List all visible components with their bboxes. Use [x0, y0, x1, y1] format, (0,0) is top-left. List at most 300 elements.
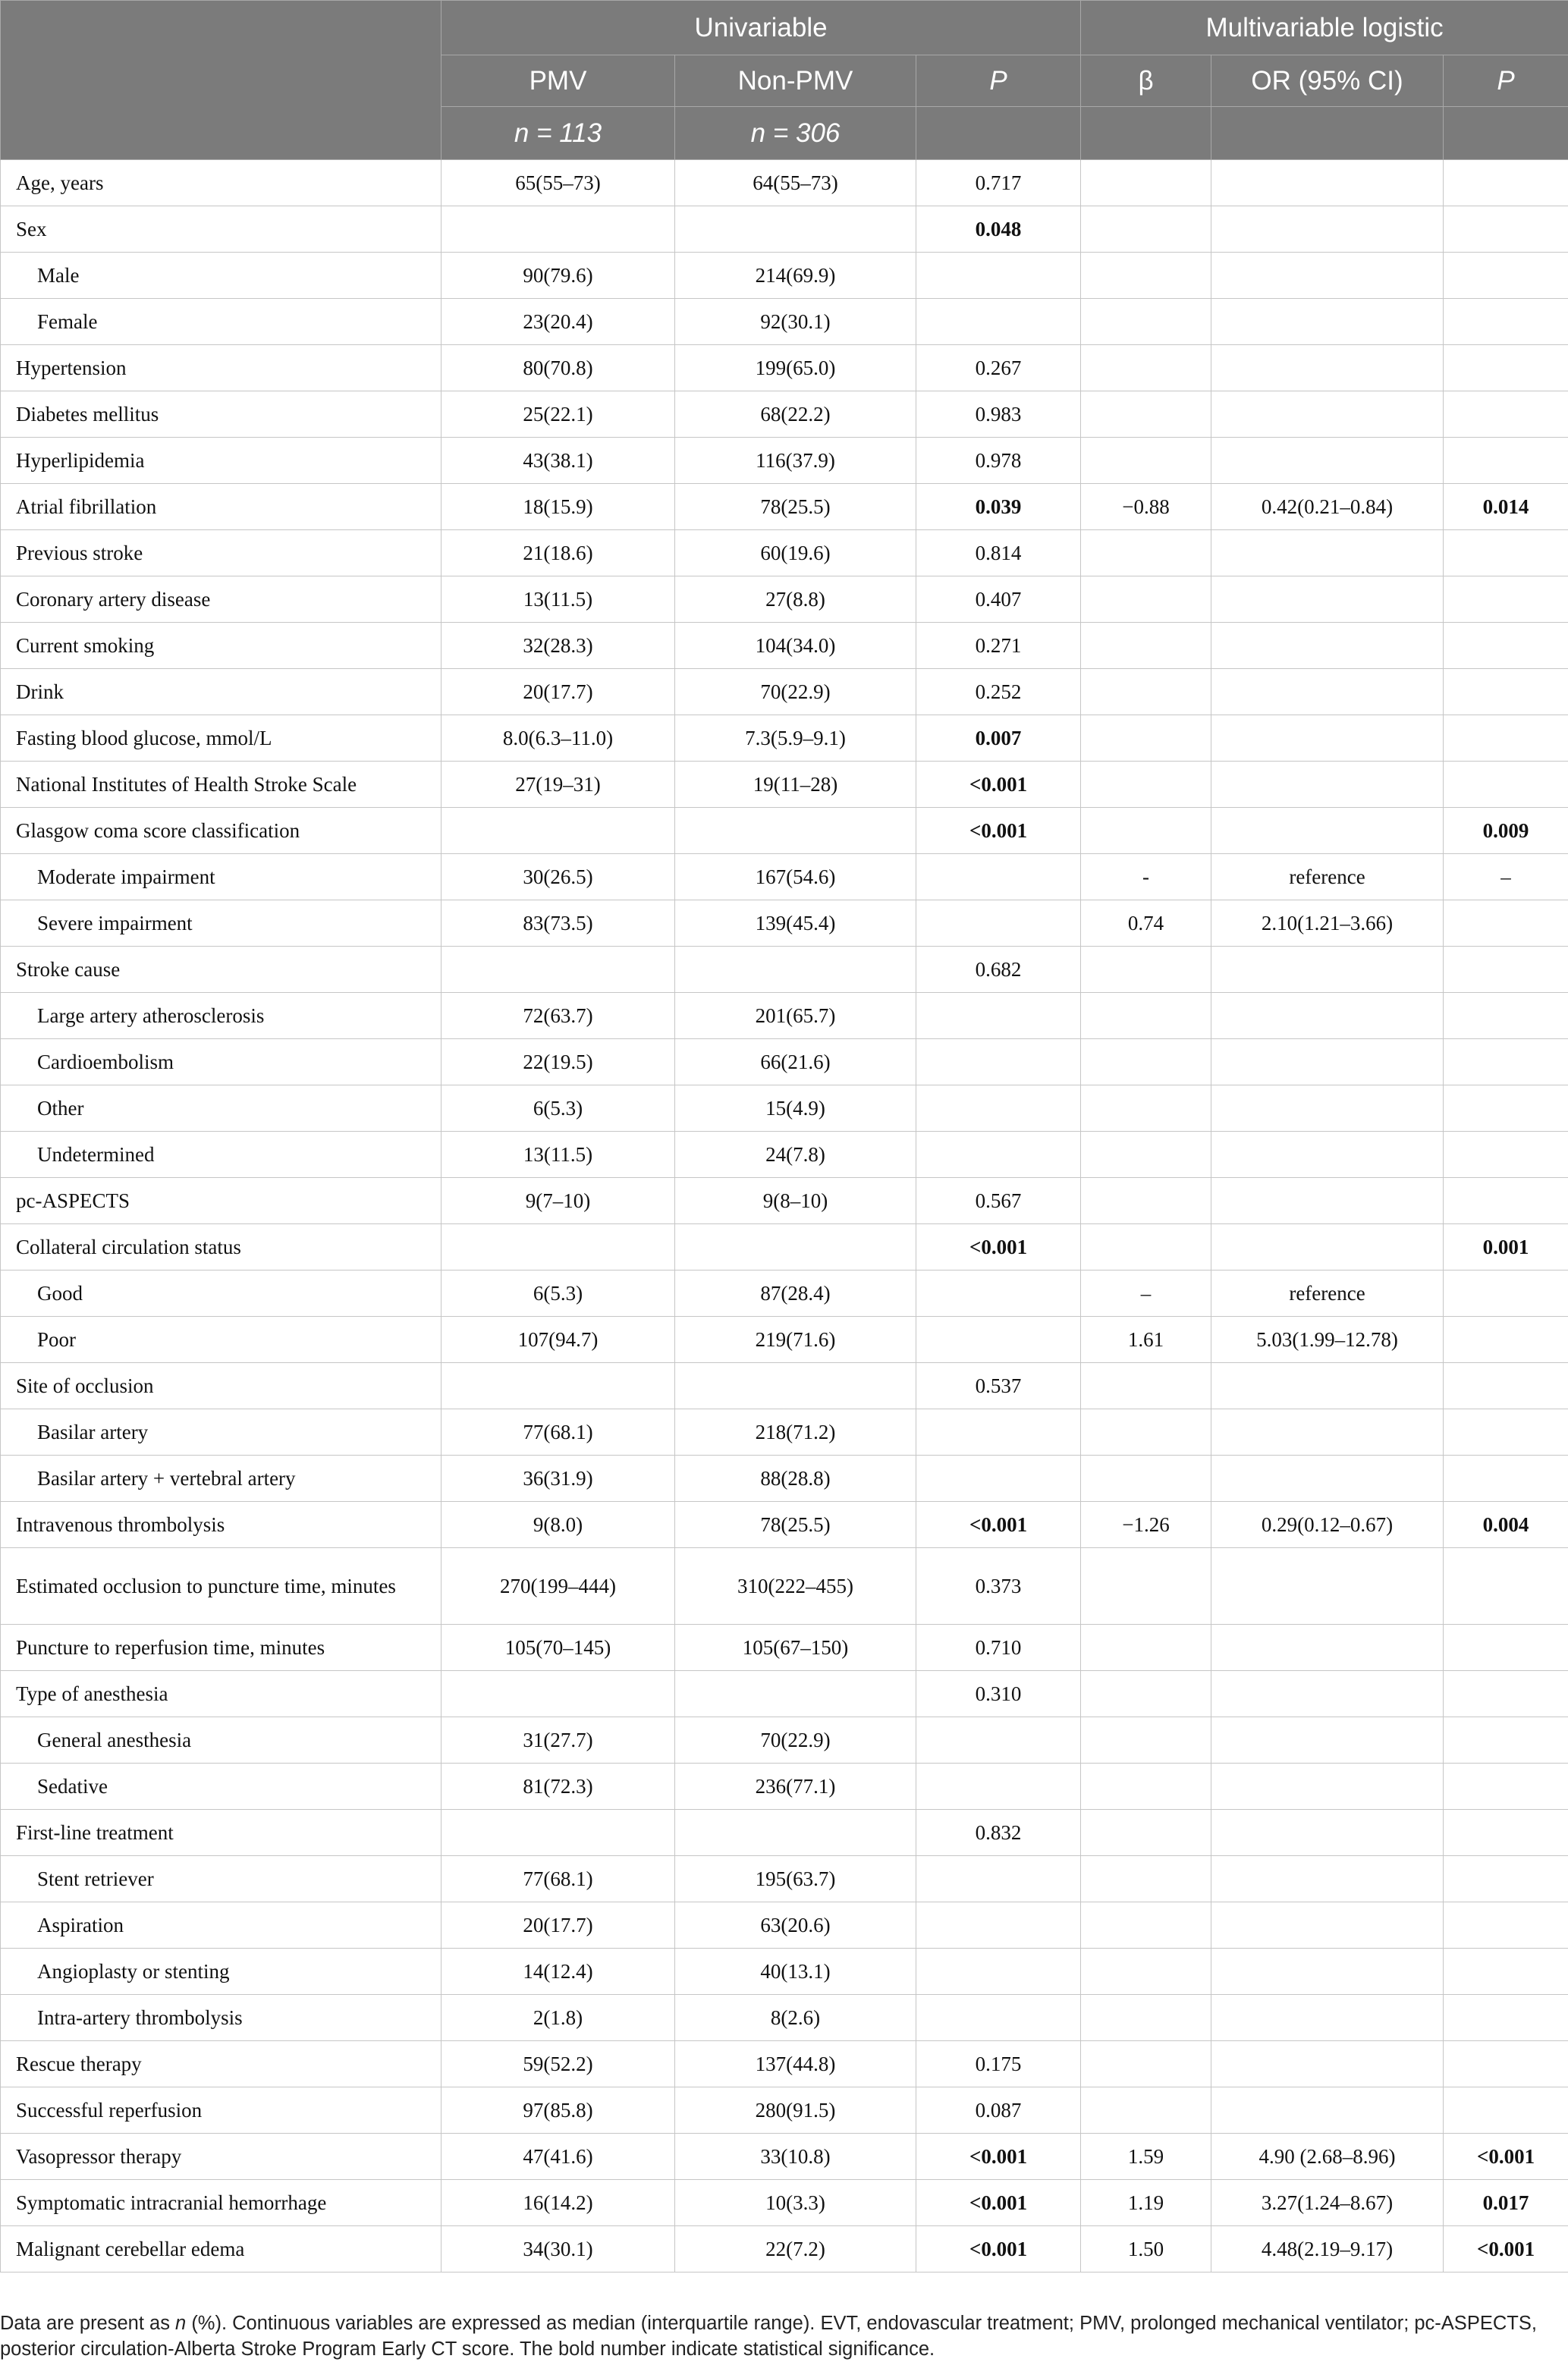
- header-blank: [1444, 107, 1568, 160]
- table-row: [1, 1625, 1568, 1671]
- cell-pmv: 80(70.8): [441, 345, 675, 391]
- table-row: [1, 1810, 1568, 1856]
- table-footnote: [0, 2310, 1555, 2362]
- cell-p: 0.048: [916, 206, 1081, 253]
- cell-p-multivariable: [1444, 1178, 1568, 1224]
- cell-or-ci: [1211, 299, 1444, 345]
- row-label: Male: [1, 253, 441, 299]
- header-beta: β: [1081, 55, 1211, 107]
- cell-beta: [1081, 1810, 1211, 1856]
- cell-beta: [1081, 808, 1211, 854]
- table-row: [1, 808, 1568, 854]
- cell-pmv: [441, 206, 675, 253]
- row-label: Hyperlipidemia: [1, 438, 441, 484]
- cell-p-multivariable: [1444, 530, 1568, 576]
- cell-non-pmv: 88(28.8): [675, 1456, 916, 1502]
- cell-non-pmv: 218(71.2): [675, 1409, 916, 1456]
- row-label: Age, years: [1, 160, 441, 206]
- cell-pmv: 8.0(6.3–11.0): [441, 715, 675, 762]
- table-row: [1, 1271, 1568, 1317]
- cell-p: [916, 253, 1081, 299]
- cell-pmv: 32(28.3): [441, 623, 675, 669]
- table-row: [1, 1502, 1568, 1548]
- cell-pmv: 6(5.3): [441, 1085, 675, 1132]
- cell-non-pmv: 199(65.0): [675, 345, 916, 391]
- cell-non-pmv: [675, 1810, 916, 1856]
- cell-p: 0.832: [916, 1810, 1081, 1856]
- footnote-part2: (%). Continuous variables are expressed as median (interquartile range). EVT, endovascular treatment; PMV, prolonged mechanical ventilator; pc-ASPECTS, posterior circulation-Alberta Stroke Program Early CT score. The bold number indicate statistical significance.: [0, 2313, 1537, 2360]
- cell-beta: [1081, 1902, 1211, 1949]
- table-row: [1, 1085, 1568, 1132]
- footnote-part1: Data are present as: [0, 2313, 175, 2334]
- table-row: [1, 2180, 1568, 2226]
- row-label: Stent retriever: [1, 1856, 441, 1902]
- row-label: Intravenous thrombolysis: [1, 1502, 441, 1548]
- cell-p: <0.001: [916, 762, 1081, 808]
- cell-p: [916, 1949, 1081, 1995]
- row-label: Other: [1, 1085, 441, 1132]
- table-row: [1, 1178, 1568, 1224]
- cell-or-ci: [1211, 438, 1444, 484]
- header-p-multivariable: P: [1444, 55, 1568, 107]
- cell-beta: [1081, 1764, 1211, 1810]
- table-row: [1, 206, 1568, 253]
- cell-pmv: 59(52.2): [441, 2041, 675, 2087]
- cell-beta: [1081, 1995, 1211, 2041]
- cell-p: [916, 1085, 1081, 1132]
- cell-p-multivariable: [1444, 1717, 1568, 1764]
- cell-pmv: 77(68.1): [441, 1856, 675, 1902]
- cell-non-pmv: 68(22.2): [675, 391, 916, 438]
- cell-p-multivariable: [1444, 438, 1568, 484]
- cell-non-pmv: 63(20.6): [675, 1902, 916, 1949]
- cell-pmv: [441, 1671, 675, 1717]
- cell-p: <0.001: [916, 2226, 1081, 2272]
- header-n-pmv: n = 113: [441, 107, 675, 160]
- table-row: [1, 623, 1568, 669]
- table-row: [1, 299, 1568, 345]
- cell-p: 0.717: [916, 160, 1081, 206]
- cell-p: 0.567: [916, 1178, 1081, 1224]
- cell-p: [916, 854, 1081, 900]
- cell-or-ci: 3.27(1.24–8.67): [1211, 2180, 1444, 2226]
- cell-or-ci: [1211, 2087, 1444, 2134]
- cell-p: <0.001: [916, 1502, 1081, 1548]
- cell-beta: [1081, 1224, 1211, 1271]
- cell-or-ci: [1211, 1949, 1444, 1995]
- cell-beta: [1081, 1671, 1211, 1717]
- row-label: Successful reperfusion: [1, 2087, 441, 2134]
- cell-pmv: 13(11.5): [441, 576, 675, 623]
- table-row: [1, 576, 1568, 623]
- cell-p: [916, 1856, 1081, 1902]
- cell-non-pmv: 78(25.5): [675, 484, 916, 530]
- table-row: [1, 1224, 1568, 1271]
- cell-p-multivariable: [1444, 1949, 1568, 1995]
- cell-p: 0.983: [916, 391, 1081, 438]
- cell-pmv: 105(70–145): [441, 1625, 675, 1671]
- cell-p-multivariable: 0.004: [1444, 1502, 1568, 1548]
- cell-non-pmv: 19(11–28): [675, 762, 916, 808]
- cell-non-pmv: [675, 1671, 916, 1717]
- table-row: [1, 1548, 1568, 1625]
- cell-pmv: 25(22.1): [441, 391, 675, 438]
- cell-pmv: 27(19–31): [441, 762, 675, 808]
- row-label: Moderate impairment: [1, 854, 441, 900]
- row-label: Site of occlusion: [1, 1363, 441, 1409]
- cell-pmv: 43(38.1): [441, 438, 675, 484]
- cell-p: 0.682: [916, 947, 1081, 993]
- row-label: Estimated occlusion to puncture time, minutes: [1, 1548, 441, 1625]
- header-multivariable: Multivariable logistic: [1081, 1, 1568, 55]
- cell-or-ci: [1211, 947, 1444, 993]
- cell-or-ci: [1211, 576, 1444, 623]
- cell-p: [916, 1132, 1081, 1178]
- header-blank: [1211, 107, 1444, 160]
- table-body: [1, 160, 1568, 2272]
- cell-beta: [1081, 762, 1211, 808]
- cell-p: [916, 1271, 1081, 1317]
- cell-p: [916, 1995, 1081, 2041]
- cell-non-pmv: 40(13.1): [675, 1949, 916, 1995]
- cell-p-multivariable: [1444, 1625, 1568, 1671]
- cell-or-ci: [1211, 623, 1444, 669]
- row-label: Drink: [1, 669, 441, 715]
- cell-beta: [1081, 947, 1211, 993]
- row-label: Hypertension: [1, 345, 441, 391]
- cell-or-ci: [1211, 1085, 1444, 1132]
- row-label: Type of anesthesia: [1, 1671, 441, 1717]
- cell-beta: [1081, 1363, 1211, 1409]
- cell-pmv: 9(7–10): [441, 1178, 675, 1224]
- cell-p-multivariable: [1444, 299, 1568, 345]
- cell-or-ci: [1211, 160, 1444, 206]
- table-row: [1, 1671, 1568, 1717]
- table-row: [1, 438, 1568, 484]
- table-row: [1, 1995, 1568, 2041]
- cell-non-pmv: 70(22.9): [675, 1717, 916, 1764]
- cell-beta: [1081, 1039, 1211, 1085]
- cell-or-ci: reference: [1211, 1271, 1444, 1317]
- table-row: [1, 1317, 1568, 1363]
- cell-p-multivariable: 0.017: [1444, 2180, 1568, 2226]
- row-label: Undetermined: [1, 1132, 441, 1178]
- cell-pmv: 14(12.4): [441, 1949, 675, 1995]
- cell-p-multivariable: [1444, 1856, 1568, 1902]
- row-label: Intra-artery thrombolysis: [1, 1995, 441, 2041]
- cell-non-pmv: 27(8.8): [675, 576, 916, 623]
- cell-p: 0.039: [916, 484, 1081, 530]
- table-row: [1, 1456, 1568, 1502]
- cell-p-multivariable: [1444, 1810, 1568, 1856]
- cell-pmv: 16(14.2): [441, 2180, 675, 2226]
- cell-or-ci: [1211, 762, 1444, 808]
- cell-beta: [1081, 438, 1211, 484]
- row-label: Stroke cause: [1, 947, 441, 993]
- cell-non-pmv: [675, 808, 916, 854]
- cell-non-pmv: 236(77.1): [675, 1764, 916, 1810]
- cell-p-multivariable: [1444, 391, 1568, 438]
- cell-or-ci: [1211, 1810, 1444, 1856]
- cell-or-ci: [1211, 1178, 1444, 1224]
- cell-beta: [1081, 1178, 1211, 1224]
- row-label: Large artery atherosclerosis: [1, 993, 441, 1039]
- cell-p-multivariable: –: [1444, 854, 1568, 900]
- cell-p-multivariable: [1444, 1456, 1568, 1502]
- cell-non-pmv: 10(3.3): [675, 2180, 916, 2226]
- table-row: [1, 391, 1568, 438]
- cell-p-multivariable: [1444, 2087, 1568, 2134]
- cell-non-pmv: [675, 206, 916, 253]
- cell-p-multivariable: [1444, 669, 1568, 715]
- cell-or-ci: [1211, 1456, 1444, 1502]
- table-row: [1, 253, 1568, 299]
- header-non-pmv: Non-PMV: [675, 55, 916, 107]
- cell-p-multivariable: [1444, 1132, 1568, 1178]
- cell-p-multivariable: [1444, 1271, 1568, 1317]
- cell-or-ci: [1211, 993, 1444, 1039]
- cell-beta: –: [1081, 1271, 1211, 1317]
- cell-p-multivariable: [1444, 1902, 1568, 1949]
- cell-beta: 1.59: [1081, 2134, 1211, 2180]
- cell-p-multivariable: [1444, 253, 1568, 299]
- cell-non-pmv: 104(34.0): [675, 623, 916, 669]
- cell-or-ci: [1211, 1224, 1444, 1271]
- table-row: [1, 345, 1568, 391]
- cell-pmv: 90(79.6): [441, 253, 675, 299]
- cell-non-pmv: 137(44.8): [675, 2041, 916, 2087]
- cell-non-pmv: 66(21.6): [675, 1039, 916, 1085]
- cell-p-multivariable: 0.001: [1444, 1224, 1568, 1271]
- cell-p-multivariable: [1444, 900, 1568, 947]
- table-row: [1, 900, 1568, 947]
- row-label: Symptomatic intracranial hemorrhage: [1, 2180, 441, 2226]
- cell-beta: [1081, 299, 1211, 345]
- table-row: [1, 2087, 1568, 2134]
- cell-p-multivariable: 0.014: [1444, 484, 1568, 530]
- cell-or-ci: [1211, 1764, 1444, 1810]
- cell-or-ci: [1211, 2041, 1444, 2087]
- cell-pmv: [441, 1810, 675, 1856]
- row-label: Glasgow coma score classification: [1, 808, 441, 854]
- cell-or-ci: 4.48(2.19–9.17): [1211, 2226, 1444, 2272]
- row-label: Severe impairment: [1, 900, 441, 947]
- cell-p: [916, 993, 1081, 1039]
- cell-non-pmv: 310(222–455): [675, 1548, 916, 1625]
- cell-non-pmv: [675, 1224, 916, 1271]
- cell-non-pmv: 219(71.6): [675, 1317, 916, 1363]
- cell-beta: −0.88: [1081, 484, 1211, 530]
- cell-or-ci: [1211, 1995, 1444, 2041]
- cell-beta: -: [1081, 854, 1211, 900]
- cell-p-multivariable: <0.001: [1444, 2134, 1568, 2180]
- cell-p: [916, 1409, 1081, 1456]
- cell-p: 0.267: [916, 345, 1081, 391]
- cell-non-pmv: 87(28.4): [675, 1271, 916, 1317]
- cell-non-pmv: 33(10.8): [675, 2134, 916, 2180]
- cell-p-multivariable: [1444, 715, 1568, 762]
- cell-pmv: 34(30.1): [441, 2226, 675, 2272]
- cell-p-multivariable: [1444, 762, 1568, 808]
- cell-p-multivariable: [1444, 2041, 1568, 2087]
- cell-non-pmv: 7.3(5.9–9.1): [675, 715, 916, 762]
- row-label: Poor: [1, 1317, 441, 1363]
- table-row: [1, 854, 1568, 900]
- cell-pmv: 6(5.3): [441, 1271, 675, 1317]
- cell-p: 0.310: [916, 1671, 1081, 1717]
- table-row: [1, 1902, 1568, 1949]
- cell-or-ci: [1211, 1625, 1444, 1671]
- cell-or-ci: [1211, 1717, 1444, 1764]
- cell-p: 0.978: [916, 438, 1081, 484]
- row-label: Malignant cerebellar edema: [1, 2226, 441, 2272]
- cell-p: [916, 1039, 1081, 1085]
- cell-beta: [1081, 993, 1211, 1039]
- cell-pmv: 2(1.8): [441, 1995, 675, 2041]
- cell-p: [916, 1764, 1081, 1810]
- cell-pmv: 30(26.5): [441, 854, 675, 900]
- cell-p-multivariable: [1444, 345, 1568, 391]
- cell-or-ci: [1211, 1671, 1444, 1717]
- cell-p: [916, 1317, 1081, 1363]
- cell-or-ci: [1211, 1902, 1444, 1949]
- cell-beta: [1081, 2087, 1211, 2134]
- cell-pmv: 65(55–73): [441, 160, 675, 206]
- cell-p: [916, 900, 1081, 947]
- cell-or-ci: [1211, 715, 1444, 762]
- table-row: [1, 669, 1568, 715]
- row-label: First-line treatment: [1, 1810, 441, 1856]
- cell-p: [916, 1902, 1081, 1949]
- cell-non-pmv: 105(67–150): [675, 1625, 916, 1671]
- cell-non-pmv: 24(7.8): [675, 1132, 916, 1178]
- cell-pmv: 18(15.9): [441, 484, 675, 530]
- cell-beta: [1081, 623, 1211, 669]
- cell-beta: [1081, 345, 1211, 391]
- cell-or-ci: 0.29(0.12–0.67): [1211, 1502, 1444, 1548]
- cell-beta: [1081, 1085, 1211, 1132]
- cell-p: 0.407: [916, 576, 1081, 623]
- row-label: Diabetes mellitus: [1, 391, 441, 438]
- cell-p-multivariable: [1444, 1409, 1568, 1456]
- cell-beta: −1.26: [1081, 1502, 1211, 1548]
- cell-beta: [1081, 391, 1211, 438]
- table-row: [1, 993, 1568, 1039]
- cell-p: <0.001: [916, 2180, 1081, 2226]
- row-label: Angioplasty or stenting: [1, 1949, 441, 1995]
- cell-or-ci: [1211, 1548, 1444, 1625]
- header-blank: [916, 107, 1081, 160]
- cell-non-pmv: 116(37.9): [675, 438, 916, 484]
- cell-beta: [1081, 669, 1211, 715]
- cell-pmv: 36(31.9): [441, 1456, 675, 1502]
- header-or-ci: OR (95% CI): [1211, 55, 1444, 107]
- cell-or-ci: [1211, 808, 1444, 854]
- table-row: [1, 1039, 1568, 1085]
- cell-beta: [1081, 576, 1211, 623]
- cell-p-multivariable: 0.009: [1444, 808, 1568, 854]
- cell-beta: 1.50: [1081, 2226, 1211, 2272]
- cell-p-multivariable: [1444, 1363, 1568, 1409]
- row-label: Female: [1, 299, 441, 345]
- cell-non-pmv: 214(69.9): [675, 253, 916, 299]
- table-row: [1, 1764, 1568, 1810]
- cell-p-multivariable: [1444, 1548, 1568, 1625]
- row-label: Puncture to reperfusion time, minutes: [1, 1625, 441, 1671]
- cell-or-ci: [1211, 1856, 1444, 1902]
- cell-non-pmv: [675, 1363, 916, 1409]
- cell-pmv: 72(63.7): [441, 993, 675, 1039]
- cell-beta: [1081, 1132, 1211, 1178]
- table-row: [1, 484, 1568, 530]
- row-label: Aspiration: [1, 1902, 441, 1949]
- cell-beta: [1081, 1856, 1211, 1902]
- table-row: [1, 1856, 1568, 1902]
- cell-p: 0.087: [916, 2087, 1081, 2134]
- table-header: [1, 1, 1568, 160]
- cell-p-multivariable: [1444, 1039, 1568, 1085]
- cell-p: 0.537: [916, 1363, 1081, 1409]
- cell-or-ci: reference: [1211, 854, 1444, 900]
- cell-beta: 1.61: [1081, 1317, 1211, 1363]
- cell-or-ci: [1211, 1039, 1444, 1085]
- cell-p: 0.007: [916, 715, 1081, 762]
- table-row: [1, 715, 1568, 762]
- header-univariable: Univariable: [441, 1, 1081, 55]
- cell-p-multivariable: [1444, 1671, 1568, 1717]
- row-label: Previous stroke: [1, 530, 441, 576]
- cell-or-ci: [1211, 669, 1444, 715]
- row-label: Current smoking: [1, 623, 441, 669]
- cell-non-pmv: 78(25.5): [675, 1502, 916, 1548]
- cell-beta: [1081, 2041, 1211, 2087]
- cell-or-ci: [1211, 391, 1444, 438]
- cell-p-multivariable: [1444, 206, 1568, 253]
- header-pmv: PMV: [441, 55, 675, 107]
- table-row: [1, 2226, 1568, 2272]
- row-label: Cardioembolism: [1, 1039, 441, 1085]
- row-label: Basilar artery + vertebral artery: [1, 1456, 441, 1502]
- row-label: Good: [1, 1271, 441, 1317]
- cell-beta: [1081, 206, 1211, 253]
- cell-non-pmv: 15(4.9): [675, 1085, 916, 1132]
- cell-pmv: 31(27.7): [441, 1717, 675, 1764]
- row-label: National Institutes of Health Stroke Scale: [1, 762, 441, 808]
- header-corner: [1, 1, 441, 160]
- cell-or-ci: [1211, 1132, 1444, 1178]
- cell-p: 0.175: [916, 2041, 1081, 2087]
- cell-pmv: 97(85.8): [441, 2087, 675, 2134]
- cell-p-multivariable: [1444, 993, 1568, 1039]
- cell-p-multivariable: <0.001: [1444, 2226, 1568, 2272]
- cell-or-ci: [1211, 206, 1444, 253]
- cell-or-ci: 5.03(1.99–12.78): [1211, 1317, 1444, 1363]
- cell-non-pmv: 8(2.6): [675, 1995, 916, 2041]
- cell-pmv: 23(20.4): [441, 299, 675, 345]
- row-label: General anesthesia: [1, 1717, 441, 1764]
- footnote-n: n: [175, 2313, 186, 2334]
- row-label: Basilar artery: [1, 1409, 441, 1456]
- cell-or-ci: [1211, 1409, 1444, 1456]
- row-label: Sex: [1, 206, 441, 253]
- header-blank: [1081, 107, 1211, 160]
- cell-beta: [1081, 1456, 1211, 1502]
- cell-p: 0.271: [916, 623, 1081, 669]
- cell-beta: [1081, 530, 1211, 576]
- cell-p-multivariable: [1444, 623, 1568, 669]
- cell-pmv: 107(94.7): [441, 1317, 675, 1363]
- cell-non-pmv: 64(55–73): [675, 160, 916, 206]
